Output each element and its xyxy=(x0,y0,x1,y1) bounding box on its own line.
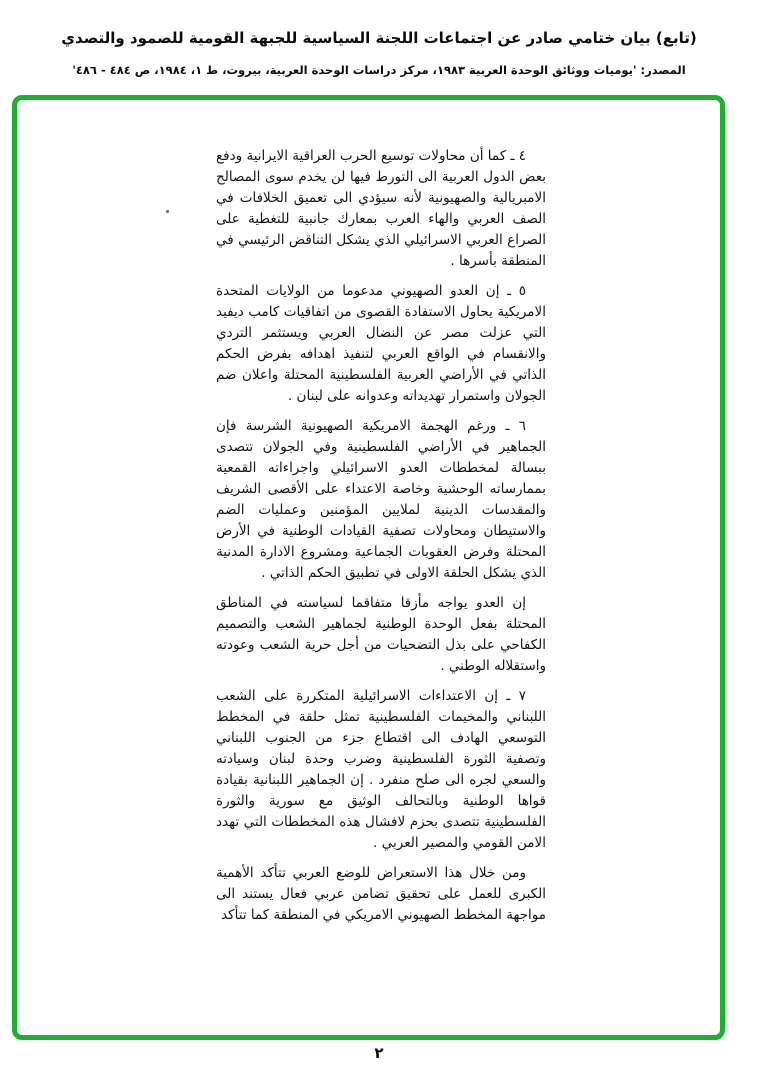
body-paragraph-7: ٧ ـ إن الاعتداءات الاسرائيلية المتكررة على الشعب اللبناني والمخيمات الفلسطينية تمثل حلقة في المخطط التوسعي الهادف الى اقتطاع جزء من الجنوب اللبناني وتصفية الثورة الفلسطينية وضرب وحدة لبنان وسيادته والسعي لجره الى صلح منفرد . إن الجماهير اللبنانية بقيادة قواها الوطنية وبالتحالف الوثيق مع سورية والثورة الفلسطينية تتصدى بحزم لافشال هذه المخططات التي تهدد الامن القومي والمصير العربي . xyxy=(216,688,546,851)
document-title: (تابع) بيان ختامي صادر عن اجتماعات اللجنة السياسية للجبهة القومية للصمود والتصدي xyxy=(61,29,697,47)
body-paragraph-6: ٦ ـ ورغم الهجمة الامريكية الصهيونية الشرسة فإن الجماهير في الأراضي الفلسطينية وفي الجولان تتصدى ببسالة لمخططات العدو الاسرائيلي واجراءاته القمعية بممارساته الوحشية وخاصة الاعتداء على الأقصى الشريف والمقدسات الدينية لملايين المؤمنين وعمليات الضم والاستيطان ومحاولات تصفية القيادات الوطنية في الأرض المحتلة وفرض العقوبات الجماعية ومشروع الادارة المدنية الذي يشكل الحلقة الاولى في تطبيق الحكم الذاتي . xyxy=(216,418,546,581)
scan-artifact-dot xyxy=(166,210,169,213)
document-body xyxy=(216,146,546,1026)
document-source-line: المصدر: 'يوميات ووثائق الوحدة العربية ١٩٨٣، مركز دراسات الوحدة العربية، بيروت، ط ١، ١٩٨٤، ص ٤٨٤ - ٤٨٦' xyxy=(72,63,686,77)
body-paragraph-interlude: إن العدو يواجه مأزقا متفاقما لسياسته في المناطق المحتلة بفعل الوحدة الوطنية لجماهير الشعب والتصميم الكفاحي على بذل التضحيات من أجل حرية الشعب وعودته واستقلاله الوطني . xyxy=(216,595,546,674)
page-number: ٢ xyxy=(374,1044,384,1062)
body-paragraph-5: ٥ ـ إن العدو الصهيوني مدعوما من الولايات المتحدة الامريكية يحاول الاستفادة القصوى من اتفاقيات كامب ديفيد التي عزلت مصر عن النضال العربي ويستثمر التردي والانقسام في الواقع العربي لتنفيذ اهدافه بفرض الحكم الذاتي في الأراضي العربية الفلسطينية المحتلة واعلان ضم الجولان واستمرار تهديداته وعدوانه على لبنان . xyxy=(216,283,546,404)
body-paragraph-closing: ومن خلال هذا الاستعراض للوضع العربي تتأكد الأهمية الكبرى للعمل على تحقيق تضامن عربي فعال يستند الى مواجهة المخطط الصهيوني الامريكي في المنطقة كما تتأكد xyxy=(216,865,546,923)
body-paragraph-4: ٤ ـ كما أن محاولات توسيع الحرب العراقية الايرانية ودفع بعض الدول العربية الى التورط فيها لن يخدم سوى المصالح الامبريالية والصهيونية لأنه سيؤدي الى تعميق الخلافات في الصف العربي والهاء العرب بمعارك جانبية للتغطية على الصراع العربي الاسرائيلي الذي يشكل التناقض الرئيسي في المنطقة بأسرها . xyxy=(216,148,546,269)
